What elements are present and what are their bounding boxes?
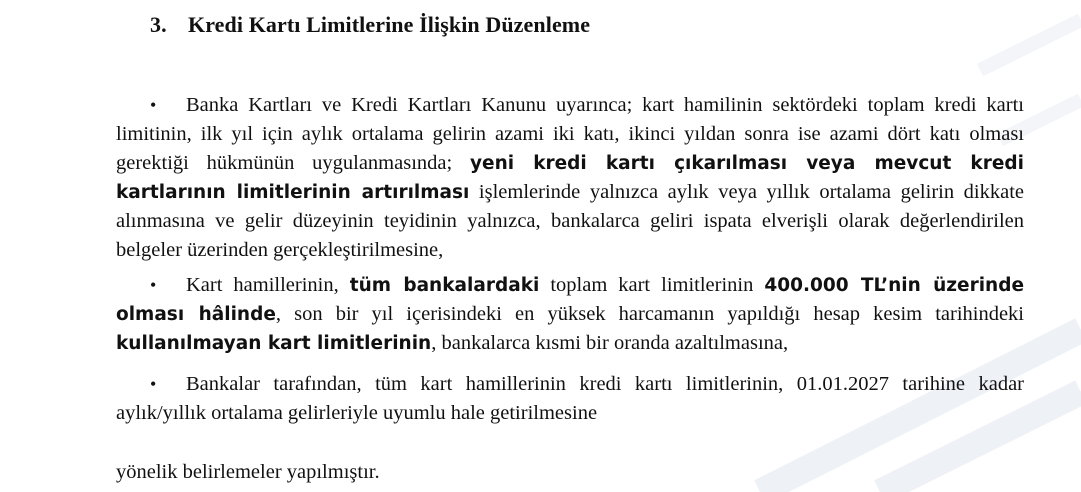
- para-2-bold-2: 400.000 TL’nin üzerinde olması hâlinde: [116, 275, 1025, 325]
- para-2-bold-3: kullanılmayan kart limitlerinin: [116, 333, 432, 354]
- bullet-paragraph-1: [116, 91, 1024, 265]
- section-heading: [150, 12, 590, 38]
- para-1-bold-1: yeni kredi kartı çıkarılması veya mevcut kredi kartlarının limitlerinin artırılması: [116, 153, 1024, 203]
- bullet-paragraph-2: [116, 271, 1024, 358]
- section-title: Kredi Kartı Limitlerine İlişkin Düzenleme: [188, 12, 591, 37]
- para-2-segment-5: , son bir yıl içerisindeki en yüksek harcamanın yapıldığı hesap kesim tarihindeki: [275, 303, 1024, 325]
- para-2-segment-1: Kart hamillerinin,: [186, 274, 350, 296]
- para-1-segment-3: işlemlerinde yalnızca aylık veya yıllık ortalama gelirin dikkate alınmasına ve gelir düzeyinin teyidinin yalnızca, bankalarca geliri ispata elverişli olarak değerlendirilen belgeler üzerinden gerçekleştirilmesine,: [116, 181, 1024, 261]
- bullet-icon: •: [150, 275, 157, 295]
- para-2-segment-3: toplam kart limitlerinin: [539, 274, 765, 296]
- bullet-icon: •: [150, 374, 157, 394]
- para-1-segment-1: Banka Kartları ve Kredi Kartları Kanunu uyarınca; kart hamilinin sektördeki toplam kredi kartı limitinin, ilk yıl için aylık ortalama gelirin azami iki katı, ikinci yıldan sonra ise azami dört katı olması gerektiği hükmünün uygulanmasında;: [116, 94, 1024, 174]
- section-number: 3.: [150, 12, 167, 37]
- bullet-paragraph-3: [116, 370, 1024, 428]
- closing-sentence: yönelik belirlemeler yapılmıştır.: [116, 461, 380, 483]
- para-2-segment-7: , bankalarca kısmi bir oranda azaltılmasına,: [431, 332, 789, 354]
- para-2-bold-1: tüm bankalardaki: [349, 275, 540, 296]
- para-3-segment-1: Bankalar tarafından, tüm kart hamillerinin kredi kartı limitlerinin, 01.01.2027 tarihine kadar aylık/yıllık ortalama gelirleriyle uyumlu hale getirilmesine: [116, 373, 1024, 424]
- bullet-icon: •: [150, 95, 157, 115]
